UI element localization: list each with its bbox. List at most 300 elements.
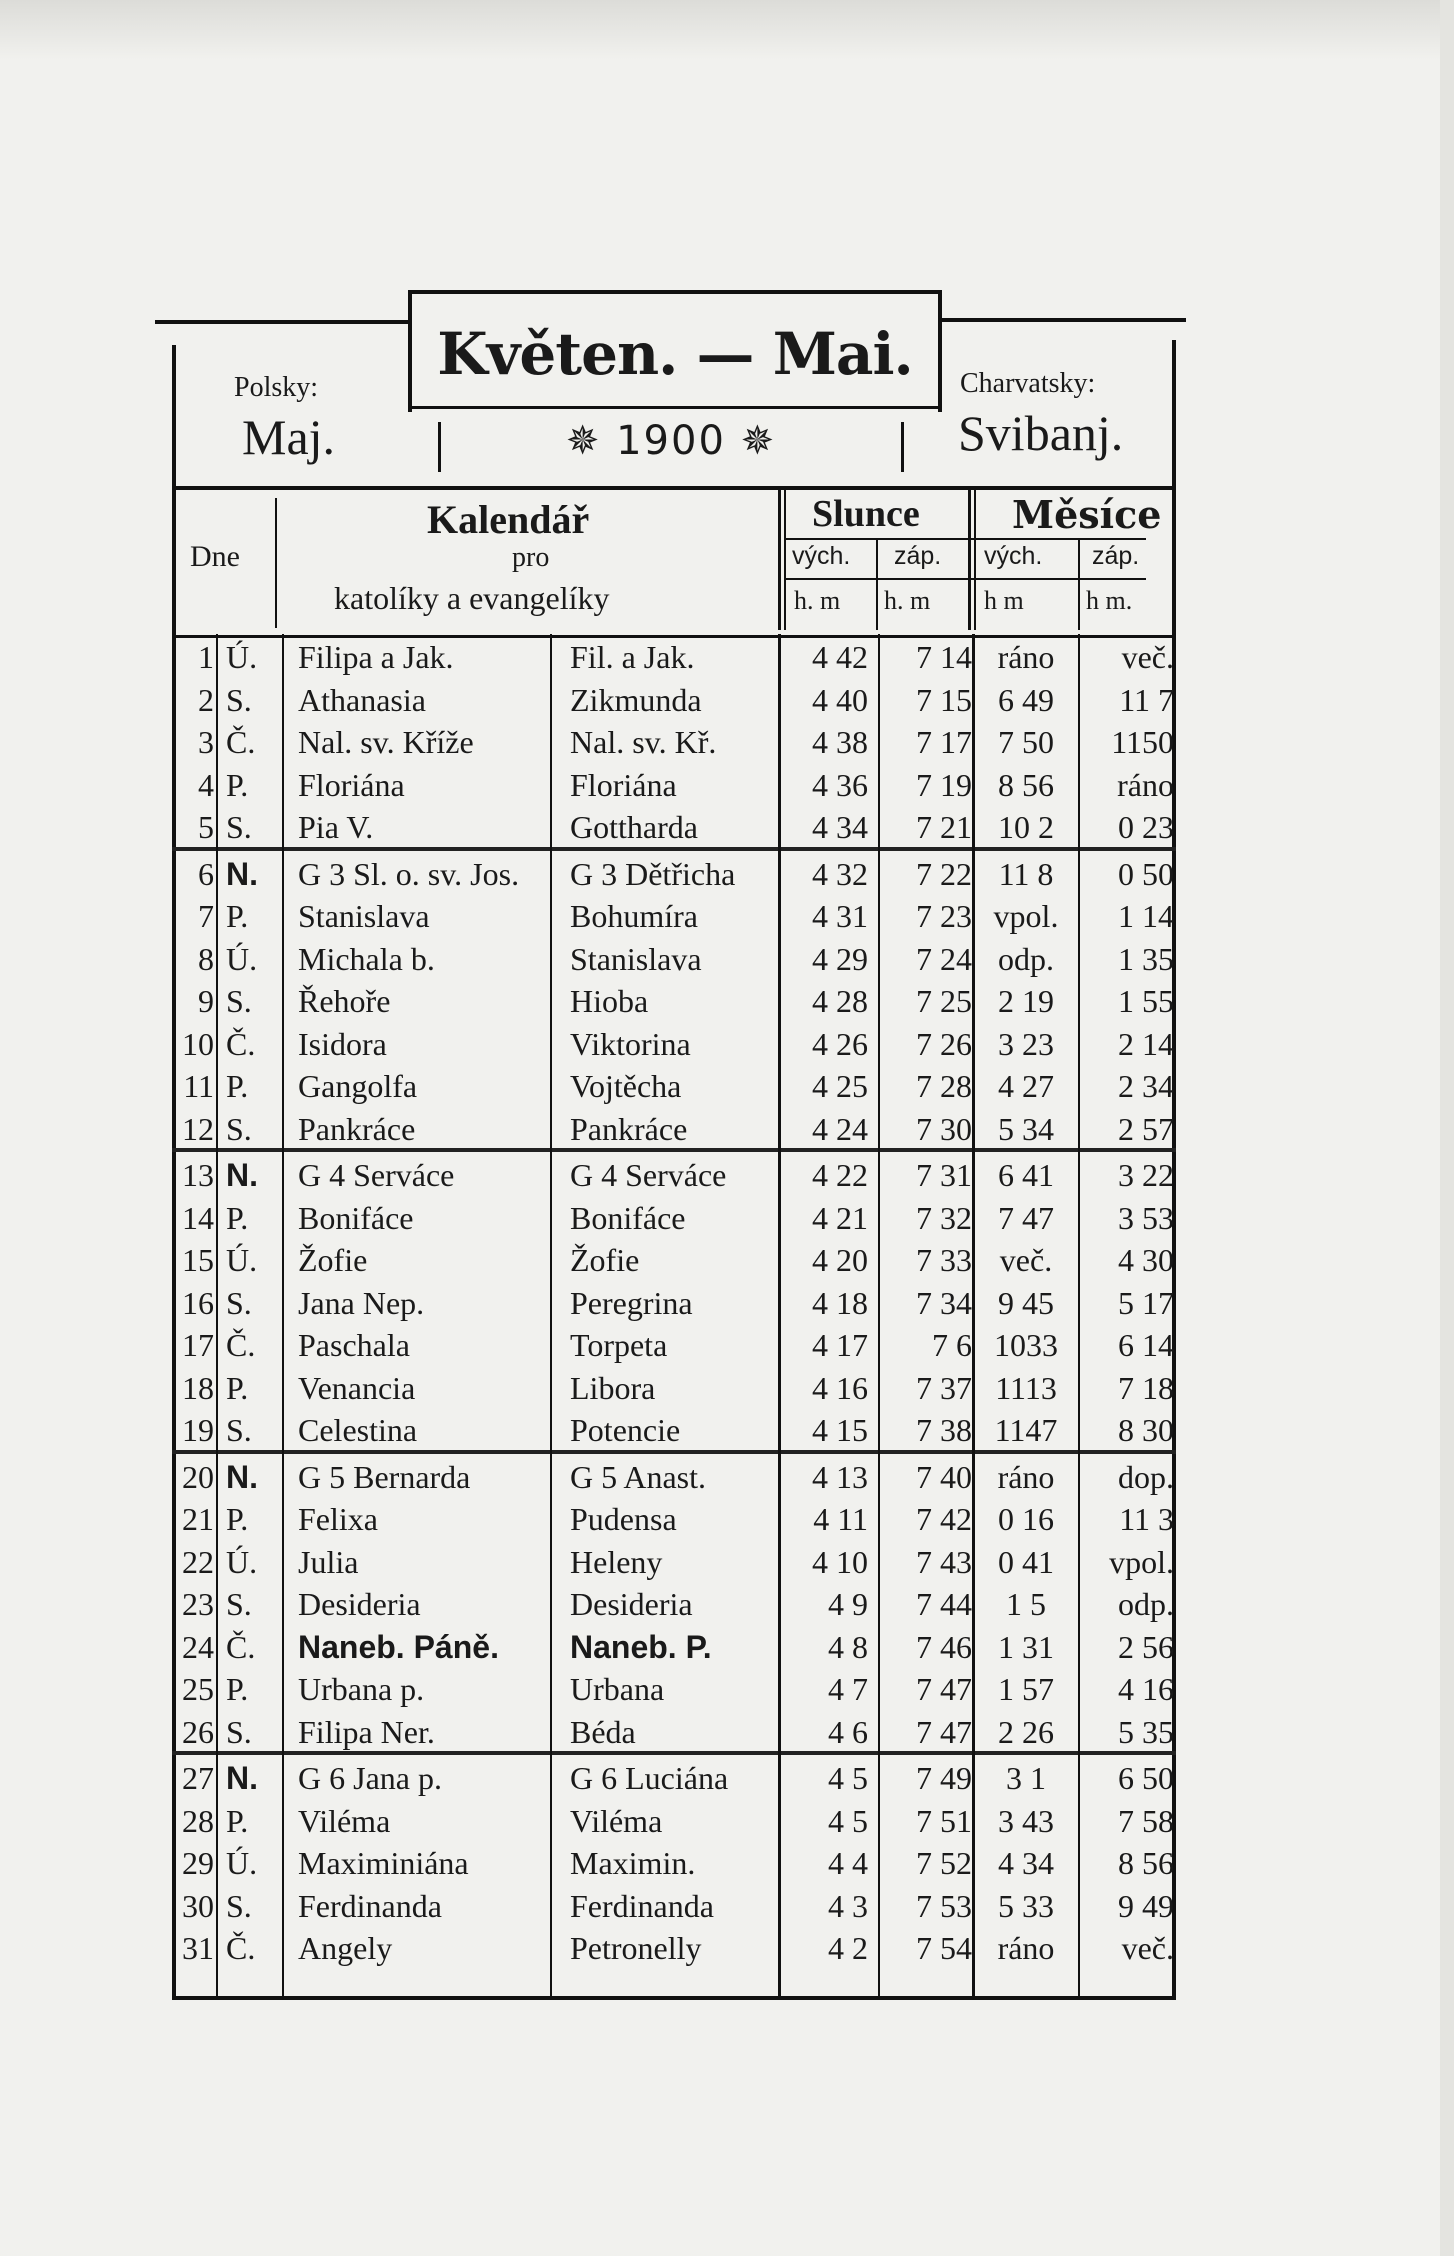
catholic-saint: Pia V.	[298, 809, 374, 845]
col-divider-sun-b	[784, 490, 786, 630]
catholic-saint: Gangolfa	[298, 1068, 418, 1104]
table-row	[172, 1454, 1176, 1497]
day-number: 7	[198, 898, 214, 934]
table-row	[172, 1496, 1176, 1539]
col-sun-sub-underline	[786, 578, 1146, 580]
sunrise: 4 34	[812, 809, 868, 845]
sunrise: 4 4	[828, 1845, 868, 1881]
evangelical-saint: Viktorina	[570, 1025, 691, 1062]
day-of-week: N.	[226, 855, 258, 892]
moonrise: 1113	[995, 1369, 1057, 1406]
moonrise: 1 57	[998, 1671, 1054, 1707]
table-row	[172, 677, 1176, 720]
sunset: 7 52	[916, 1845, 972, 1881]
calendar-table	[172, 634, 1176, 1968]
catholic-saint: Pankráce	[298, 1110, 416, 1147]
sunset: 7 37	[916, 1369, 972, 1406]
moonrise: 6 41	[998, 1157, 1054, 1193]
day-number: 3	[198, 724, 214, 760]
moonset: 1 55	[1118, 983, 1174, 1019]
evangelical-saint: Desideria	[570, 1586, 693, 1622]
sunset: 7 21	[916, 809, 972, 845]
evangelical-saint: Pankráce	[570, 1110, 688, 1147]
col-moon: Měsíce	[1012, 492, 1162, 537]
year-row	[436, 418, 906, 478]
table-row	[172, 1195, 1176, 1238]
day-of-week: S.	[226, 1412, 252, 1448]
day-number: 12	[182, 1110, 214, 1147]
rule-num	[216, 634, 218, 1996]
day-of-week: Č.	[226, 1628, 256, 1665]
sunset: 7 26	[916, 1025, 972, 1062]
table-row	[172, 1063, 1176, 1106]
moonset: 5 35	[1118, 1713, 1174, 1750]
table-row	[172, 978, 1176, 1021]
sunrise: 4 11	[813, 1501, 868, 1537]
moonrise: 3 23	[998, 1025, 1054, 1062]
rule-cat	[550, 634, 552, 1996]
evangelical-saint: Potencie	[570, 1412, 681, 1448]
sunset: 7 33	[916, 1242, 972, 1278]
sunrise: 4 24	[812, 1110, 868, 1147]
catholic-saint: Ferdinanda	[298, 1887, 442, 1924]
sunset: 7 44	[916, 1586, 972, 1622]
catholic-saint: Angely	[298, 1930, 393, 1966]
sunset: 7 25	[916, 983, 972, 1019]
sunset: 7 42	[916, 1501, 972, 1537]
day-number: 17	[182, 1327, 214, 1363]
moonset: odp.	[1118, 1586, 1174, 1622]
sunset: 7 43	[916, 1543, 972, 1580]
catholic-saint: Viléma	[298, 1802, 391, 1839]
title-underline	[408, 406, 942, 409]
table-row	[172, 1539, 1176, 1582]
catholic-saint: Žofie	[298, 1242, 368, 1278]
moonrise: več.	[999, 1242, 1053, 1278]
evangelical-saint: Bohumíra	[570, 898, 698, 934]
col-sun-rise-hm: h. m	[794, 586, 841, 615]
catholic-saint: Venancia	[298, 1369, 416, 1406]
day-number: 28	[182, 1802, 214, 1839]
day-of-week: S.	[226, 809, 252, 845]
sunrise: 4 9	[828, 1586, 868, 1622]
moonrise: 7 47	[998, 1199, 1054, 1236]
title-box	[408, 290, 942, 412]
catholic-saint: Desideria	[298, 1586, 421, 1622]
day-of-week: S.	[226, 983, 252, 1019]
col-divider-sunmid	[876, 540, 878, 630]
col-divider-sun-a	[778, 490, 781, 630]
sunrise: 4 38	[812, 724, 868, 760]
week-block	[172, 847, 1176, 1149]
catholic-saint: Jana Nep.	[298, 1284, 425, 1321]
sunrise: 4 42	[812, 639, 868, 675]
moonset: 6 14	[1118, 1327, 1174, 1363]
moonset: 2 56	[1118, 1628, 1174, 1665]
sunset: 7 19	[916, 766, 972, 803]
catholic-saint: Řehoře	[298, 983, 391, 1019]
sunset: 7 51	[916, 1802, 972, 1839]
moonset: 2 57	[1118, 1110, 1174, 1147]
sunset: 7 30	[916, 1110, 972, 1147]
sunset: 7 38	[916, 1412, 972, 1448]
table-row	[172, 1365, 1176, 1408]
moonrise: 1147	[994, 1412, 1058, 1448]
moonrise: 4 27	[998, 1068, 1054, 1104]
col-sun-set: záp.	[894, 542, 942, 570]
col-sun-underline	[786, 538, 1146, 540]
day-of-week: P.	[226, 1369, 249, 1406]
polish-month: Maj.	[242, 409, 336, 465]
moonrise: 3 1	[1006, 1760, 1046, 1796]
day-number: 24	[182, 1628, 214, 1665]
header-rule-left	[155, 320, 408, 324]
column-header	[172, 486, 1176, 638]
sunrise: 4 29	[812, 940, 868, 977]
day-of-week: P.	[226, 1671, 249, 1707]
moonrise: 5 33	[998, 1887, 1054, 1924]
sunrise: 4 40	[812, 681, 868, 718]
moonset: 9 49	[1118, 1887, 1174, 1924]
day-of-week: Ú.	[226, 1242, 258, 1278]
day-number: 21	[182, 1501, 214, 1537]
evangelical-saint: Viléma	[570, 1802, 663, 1839]
sunset: 7 32	[916, 1199, 972, 1236]
moonrise: 4 34	[998, 1845, 1054, 1881]
sunrise: 4 10	[812, 1543, 868, 1580]
rule-moon-a	[972, 634, 975, 1996]
day-number: 30	[182, 1887, 214, 1924]
evangelical-saint: G 6 Luciána	[570, 1760, 729, 1796]
col-divider-moon-a	[968, 490, 971, 630]
day-number: 13	[182, 1157, 214, 1193]
moonset: 3 53	[1118, 1199, 1174, 1236]
evangelical-saint: Petronelly	[570, 1930, 702, 1966]
sunrise: 4 28	[812, 983, 868, 1019]
moonrise: 9 45	[998, 1284, 1054, 1321]
day-number: 22	[182, 1543, 214, 1580]
evangelical-saint: Vojtěcha	[570, 1068, 682, 1104]
day-number: 6	[198, 855, 214, 892]
day-number: 29	[182, 1845, 214, 1881]
moonrise: 5 34	[998, 1110, 1054, 1147]
catholic-saint: Filipa Ner.	[298, 1713, 435, 1750]
day-of-week: Ú.	[226, 1845, 258, 1881]
day-number: 10	[182, 1025, 214, 1062]
catholic-saint: G 5 Bernarda	[298, 1458, 471, 1495]
rule-moon-mid	[1078, 634, 1080, 1996]
moonset: 1 14	[1118, 898, 1174, 934]
day-number: 25	[182, 1671, 214, 1707]
sunset: 7 28	[916, 1068, 972, 1104]
moonset: 3 22	[1118, 1157, 1174, 1193]
sunset: 7 53	[916, 1887, 972, 1924]
moonset: več.	[1121, 1930, 1174, 1966]
evangelical-saint: Hioba	[570, 983, 649, 1019]
table-row	[172, 1925, 1176, 1968]
day-of-week: Č.	[226, 1930, 256, 1966]
evangelical-saint: Nal. sv. Kř.	[570, 724, 717, 760]
day-of-week: N.	[226, 1458, 258, 1495]
table-row	[172, 1755, 1176, 1798]
evangelical-saint: Heleny	[570, 1543, 663, 1580]
moonset: 8 56	[1118, 1845, 1174, 1881]
moonrise: 10 2	[998, 809, 1054, 845]
evangelical-saint: Bonifáce	[570, 1199, 686, 1236]
sunrise: 4 6	[828, 1713, 868, 1750]
moonrise: 6 49	[998, 681, 1054, 718]
moonset: 4 30	[1118, 1242, 1174, 1278]
day-number: 11	[183, 1068, 214, 1104]
week-block	[172, 1450, 1176, 1752]
col-sun: Slunce	[812, 493, 920, 535]
catholic-saint: Stanislava	[298, 898, 430, 934]
moonset: ráno	[1117, 766, 1174, 803]
evangelical-saint: Pudensa	[570, 1501, 677, 1537]
moonrise: 1033	[994, 1327, 1058, 1363]
moonset: 2 14	[1118, 1025, 1174, 1062]
day-number: 27	[182, 1760, 214, 1796]
table-row	[172, 1624, 1176, 1667]
day-number: 23	[182, 1586, 214, 1622]
moonrise: 3 43	[998, 1802, 1054, 1839]
evangelical-saint: Maximin.	[570, 1845, 696, 1881]
table-row	[172, 1152, 1176, 1195]
col-calendar-title: Kalendář	[427, 497, 590, 542]
table-row	[172, 1883, 1176, 1926]
day-number: 15	[182, 1242, 214, 1278]
table-row	[172, 1840, 1176, 1883]
table-row	[172, 936, 1176, 979]
day-of-week: N.	[226, 1760, 258, 1796]
header-rule-right	[934, 318, 1186, 322]
day-number: 16	[182, 1284, 214, 1321]
table-row	[172, 1106, 1176, 1149]
evangelical-saint: G 5 Anast.	[570, 1458, 706, 1495]
col-moon-rise-hm: h m	[984, 586, 1024, 615]
sunset: 7 22	[916, 855, 972, 892]
day-of-week: Ú.	[226, 639, 258, 675]
col-day: Dne	[190, 540, 240, 573]
sunrise: 4 7	[828, 1671, 868, 1707]
rule-sun-a	[778, 634, 781, 1996]
col-calendar-sub: katolíky a evangelíky	[334, 580, 610, 616]
moonrise: 2 26	[998, 1713, 1054, 1750]
moonrise: 11 8	[998, 855, 1054, 892]
day-number: 14	[182, 1199, 214, 1236]
evangelical-saint: G 3 Dětřicha	[570, 855, 736, 892]
moonset: 11 7	[1119, 681, 1174, 718]
sunrise: 4 18	[812, 1284, 868, 1321]
catholic-saint: Isidora	[298, 1025, 387, 1062]
table-row	[172, 1581, 1176, 1624]
sunset: 7 40	[916, 1458, 972, 1495]
day-of-week: S.	[226, 1284, 252, 1321]
catholic-saint: Naneb. Páně.	[298, 1628, 499, 1665]
sunrise: 4 5	[828, 1802, 868, 1839]
day-of-week: P.	[226, 1802, 249, 1839]
moonset: več.	[1121, 639, 1174, 675]
table-row	[172, 634, 1176, 677]
page-right-edge	[1440, 0, 1454, 2256]
day-of-week: S.	[226, 1110, 252, 1147]
col-divider-moon-b	[974, 490, 976, 630]
day-number: 2	[198, 681, 214, 718]
moonset: vpol.	[1109, 1543, 1174, 1580]
table-row	[172, 1237, 1176, 1280]
moonrise: 8 56	[998, 766, 1054, 803]
evangelical-saint: Torpeta	[570, 1327, 668, 1363]
sunset: 7 31	[916, 1157, 972, 1193]
moonrise: 2 19	[998, 983, 1054, 1019]
week-block	[172, 1751, 1176, 1968]
catholic-saint: Athanasia	[298, 681, 426, 718]
day-number: 5	[198, 809, 214, 845]
col-calendar-pro: pro	[512, 542, 550, 573]
evangelical-saint: Zikmunda	[570, 681, 702, 718]
sunrise: 4 25	[812, 1068, 868, 1104]
day-of-week: P.	[226, 1501, 249, 1537]
week-block	[172, 634, 1176, 847]
day-number: 1	[198, 639, 214, 675]
col-sun-rise: vých.	[792, 542, 851, 570]
col-moon-set: záp.	[1092, 542, 1140, 570]
sunset: 7 49	[916, 1760, 972, 1796]
day-number: 26	[182, 1713, 214, 1750]
evangelical-saint: G 4 Serváce	[570, 1157, 727, 1193]
catholic-saint: G 4 Serváce	[298, 1157, 455, 1193]
day-number: 18	[182, 1369, 214, 1406]
day-of-week: S.	[226, 1713, 252, 1750]
sunrise: 4 2	[828, 1930, 868, 1966]
catholic-saint: Julia	[298, 1543, 359, 1580]
evangelical-saint: Gottharda	[570, 809, 698, 845]
sunrise: 4 22	[812, 1157, 868, 1193]
moonset: 2 34	[1118, 1068, 1174, 1104]
catholic-saint: Michala b.	[298, 940, 435, 977]
col-divider-day	[275, 498, 277, 628]
col-divider-moonmid	[1078, 540, 1080, 630]
col-sun-set-hm: h. m	[884, 586, 931, 615]
polish-label: Polsky:	[234, 372, 319, 403]
sunrise: 4 26	[812, 1025, 868, 1062]
catholic-saint: Celestina	[298, 1412, 418, 1448]
evangelical-saint: Béda	[570, 1713, 636, 1750]
week-block	[172, 1148, 1176, 1450]
rule-dow	[282, 634, 284, 1996]
moonset: 5 17	[1118, 1284, 1174, 1321]
sunrise: 4 20	[812, 1242, 868, 1278]
table-row	[172, 1322, 1176, 1365]
sunset: 7 24	[916, 940, 972, 977]
sunrise: 4 36	[812, 766, 868, 803]
catholic-saint: Urbana p.	[298, 1671, 425, 1707]
moonset: 1150	[1111, 724, 1174, 760]
moonrise: vpol.	[993, 898, 1059, 934]
catholic-saint: G 3 Sl. o. sv. Jos.	[298, 855, 520, 892]
moonrise: 1 5	[1006, 1586, 1046, 1622]
day-of-week: S.	[226, 1887, 252, 1924]
moonset: 0 23	[1118, 809, 1174, 845]
table-row	[172, 719, 1176, 762]
sunset: 7 47	[916, 1671, 972, 1707]
day-number: 8	[198, 940, 214, 977]
sunrise: 4 8	[828, 1628, 868, 1665]
catholic-saint: G 6 Jana p.	[298, 1760, 442, 1796]
evangelical-saint: Žofie	[570, 1242, 640, 1278]
moonset: 6 50	[1118, 1760, 1174, 1796]
moonset: 7 18	[1118, 1369, 1174, 1406]
moonrise: 0 41	[998, 1543, 1054, 1580]
catholic-saint: Bonifáce	[298, 1199, 414, 1236]
moonrise: 0 16	[998, 1501, 1054, 1537]
sunrise: 4 16	[812, 1369, 868, 1406]
sunset: 7 6	[932, 1327, 972, 1363]
moonrise: ráno	[997, 639, 1055, 675]
evangelical-saint: Floriána	[570, 766, 677, 803]
moonset: 4 16	[1118, 1671, 1174, 1707]
evangelical-saint: Peregrina	[570, 1284, 693, 1321]
evangelical-saint: Fil. a Jak.	[570, 639, 695, 675]
sunset: 7 34	[916, 1284, 972, 1321]
day-of-week: Ú.	[226, 1543, 258, 1580]
moonset: 1 35	[1118, 940, 1174, 977]
day-of-week: P.	[226, 1068, 249, 1104]
day-of-week: P.	[226, 898, 249, 934]
moonset: 0 50	[1118, 855, 1174, 892]
evangelical-saint: Ferdinanda	[570, 1887, 714, 1924]
catholic-saint: Nal. sv. Kříže	[298, 724, 474, 760]
day-number: 31	[182, 1930, 214, 1966]
day-of-week: Č.	[226, 1025, 256, 1062]
col-moon-set-hm: h m.	[1086, 586, 1133, 615]
table-row	[172, 1407, 1176, 1450]
sunset: 7 54	[916, 1930, 972, 1966]
sunrise: 4 31	[812, 898, 868, 934]
catholic-saint: Filipa a Jak.	[298, 639, 454, 675]
moonset: 11 3	[1119, 1501, 1174, 1537]
day-number: 20	[182, 1458, 214, 1495]
page-title: Květen. — Mai.	[437, 320, 913, 388]
day-number: 9	[198, 983, 214, 1019]
sunrise: 4 32	[812, 855, 868, 892]
catholic-saint: Maximiniána	[298, 1845, 469, 1881]
table-row	[172, 762, 1176, 805]
table-row	[172, 851, 1176, 894]
moonrise: odp.	[998, 940, 1054, 977]
day-of-week: N.	[226, 1157, 258, 1193]
catholic-saint: Paschala	[298, 1327, 410, 1363]
day-of-week: P.	[226, 1199, 249, 1236]
croatian-month: Svibanj.	[958, 405, 1124, 461]
table-row	[172, 1280, 1176, 1323]
sunrise: 4 17	[812, 1327, 868, 1363]
sunset: 7 23	[916, 898, 972, 934]
croatian-label: Charvatsky:	[960, 368, 1096, 399]
evangelical-saint: Libora	[570, 1369, 656, 1406]
evangelical-saint: Stanislava	[570, 940, 702, 977]
sunset: 7 17	[916, 724, 972, 760]
day-number: 4	[198, 766, 214, 803]
moonrise: ráno	[997, 1930, 1055, 1966]
moonset: dop.	[1118, 1458, 1174, 1495]
evangelical-saint: Naneb. P.	[570, 1628, 712, 1665]
table-row	[172, 1798, 1176, 1841]
sunrise: 4 21	[812, 1199, 868, 1236]
moonset: 8 30	[1118, 1412, 1174, 1448]
moonrise: 1 31	[998, 1628, 1054, 1665]
table-row	[172, 1021, 1176, 1064]
